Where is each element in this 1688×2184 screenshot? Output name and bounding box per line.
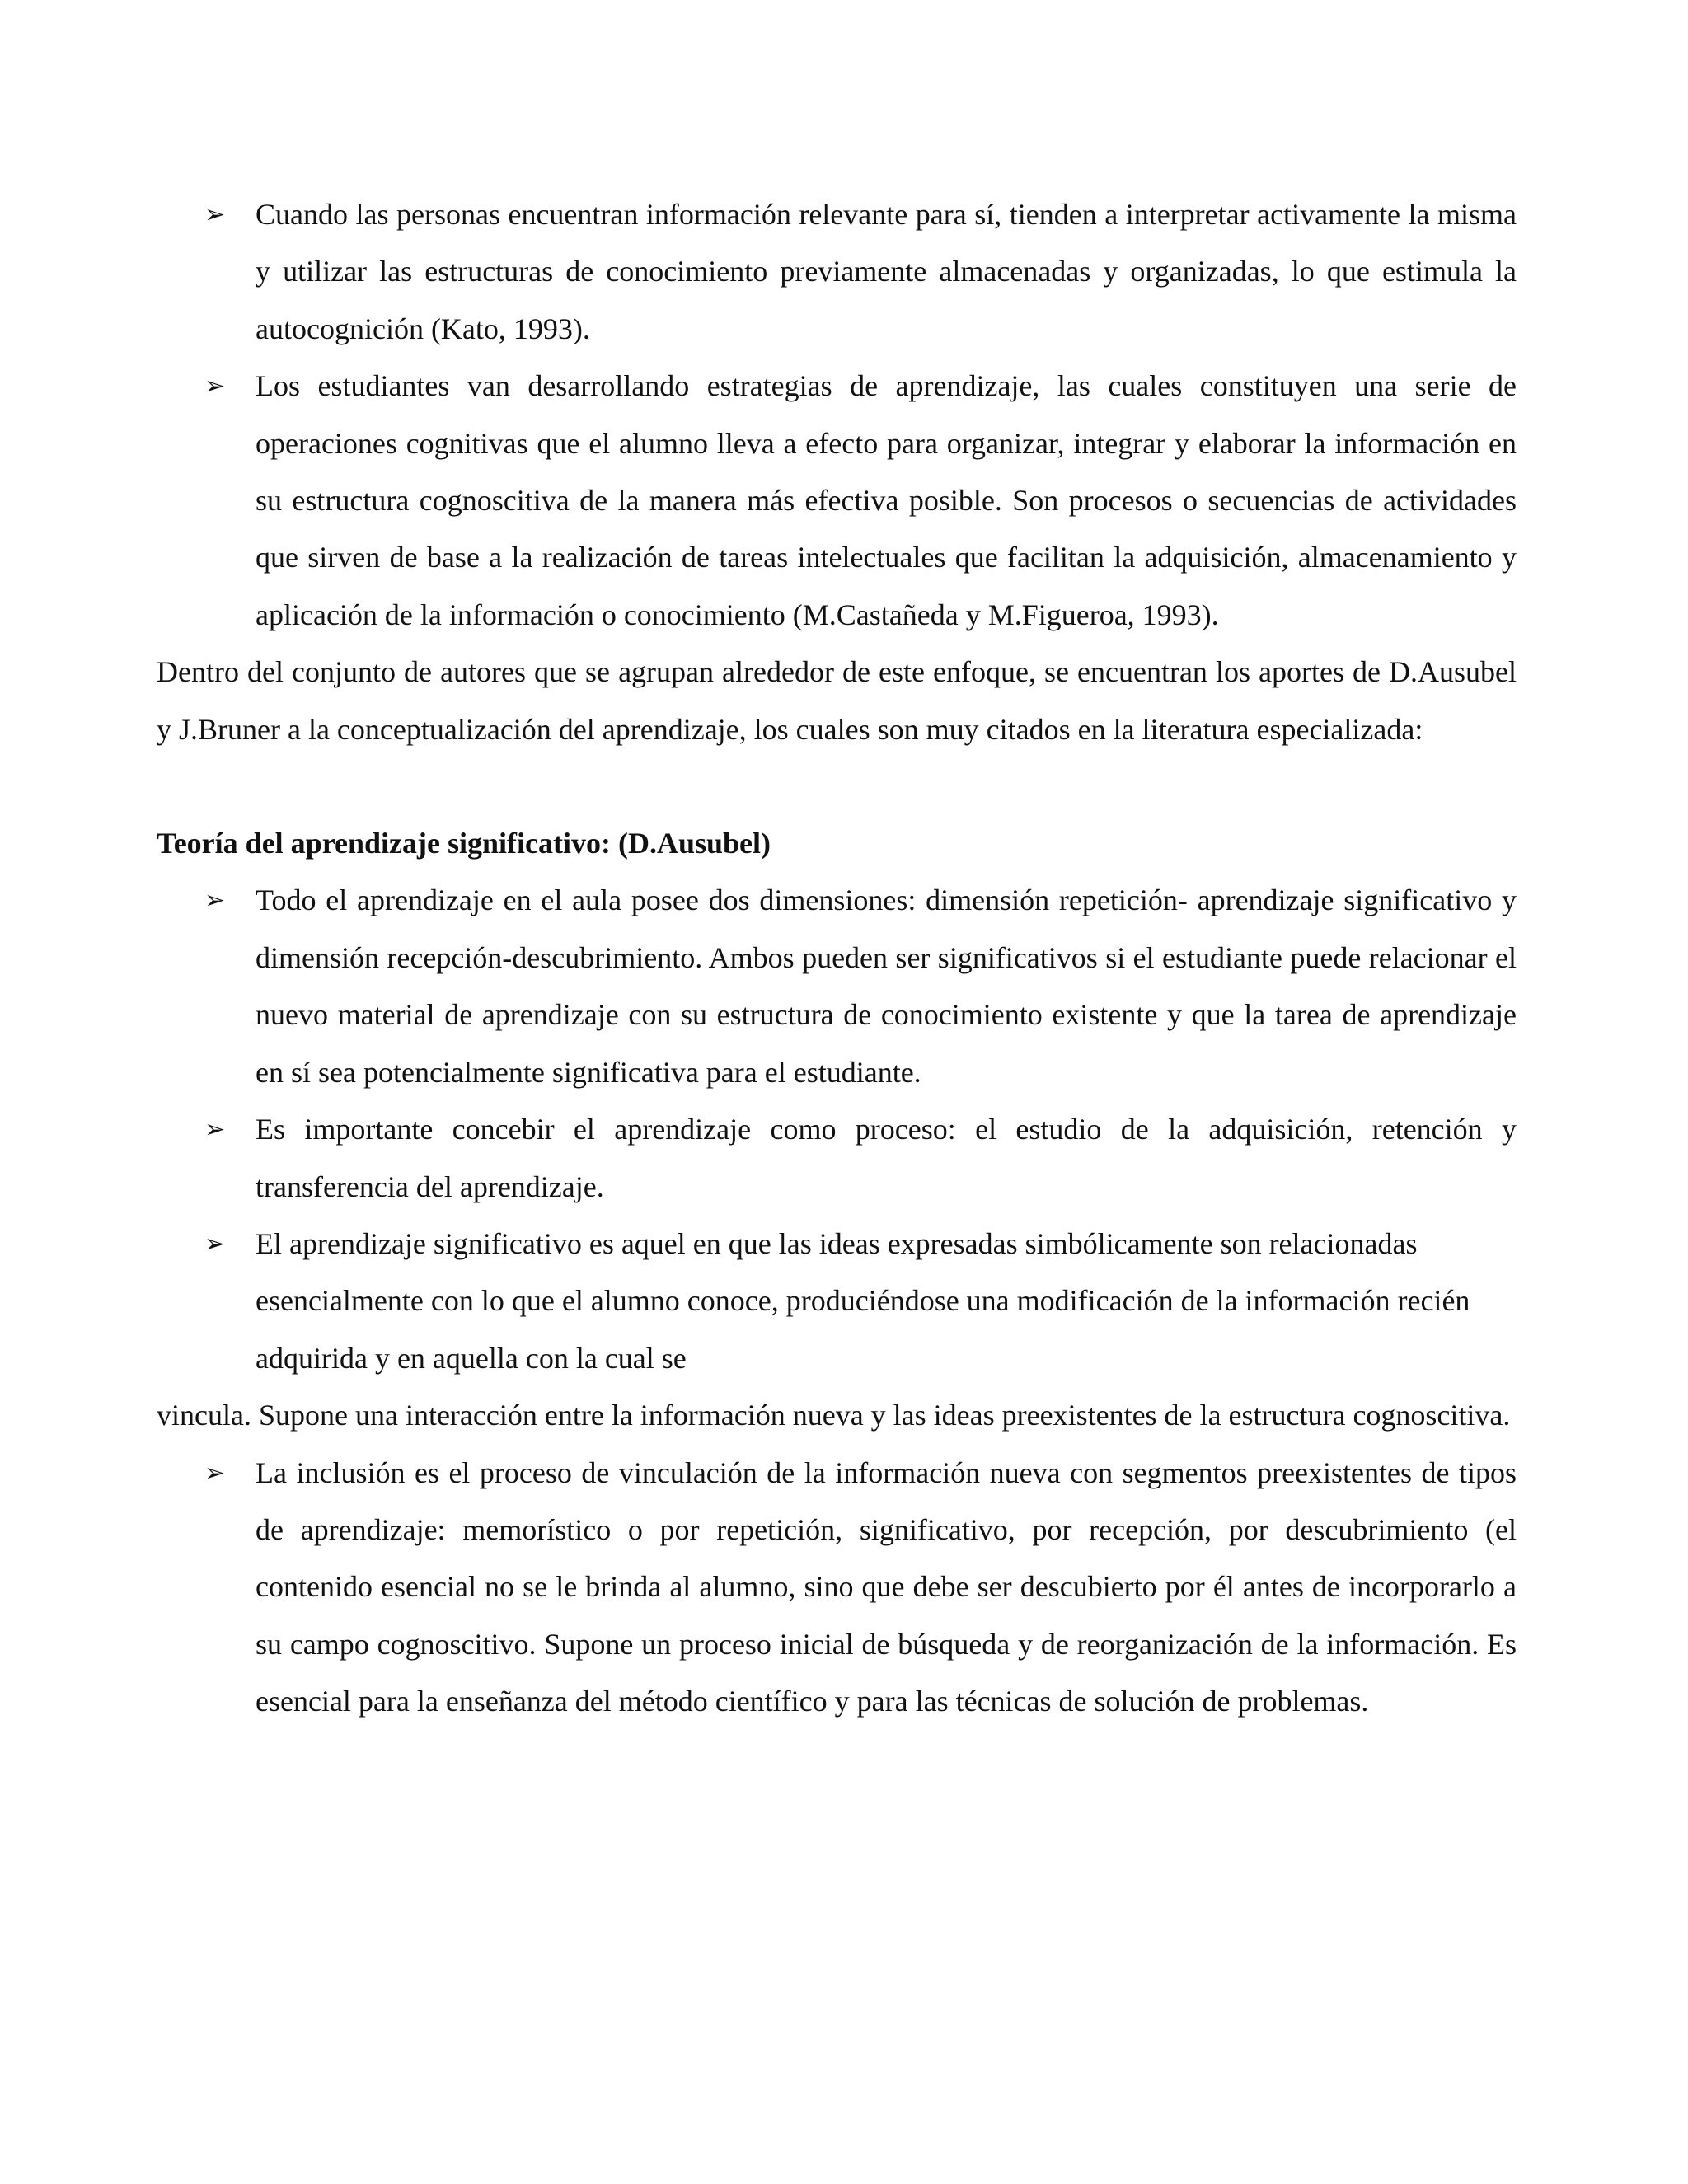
bullet-item <box>204 1445 1517 1731</box>
bullet-text: El aprendizaje significativo es aquel en que las ideas expresadas simbólicamente son relacionadas esencialmente con lo que el alumno conoce, produciéndose una modificación de la información recién adquirida y en aquella con la cual se <box>256 1226 1470 1375</box>
arrow-bullet-icon: ➢ <box>204 1115 226 1145</box>
arrow-bullet-icon: ➢ <box>204 1229 226 1258</box>
paragraph-continuation: vincula. Supone una interacción entre la información nueva y las ideas preexistentes de la estructura cognoscitiva. <box>157 1399 1511 1432</box>
arrow-bullet-icon: ➢ <box>204 1458 226 1488</box>
bullet-text: Cuando las personas encuentran información relevante para sí, tienden a interpretar activamente la misma y utilizar las estructuras de conocimiento previamente almacenadas y organizadas, lo que estimula la autocognición (Kato, 1993). <box>256 198 1517 345</box>
arrow-bullet-icon: ➢ <box>204 372 226 401</box>
arrow-bullet-icon: ➢ <box>204 200 226 229</box>
arrow-bullet-icon: ➢ <box>204 886 226 916</box>
document-body <box>157 186 1517 1731</box>
bullet-item <box>204 358 1517 644</box>
section-heading: Teoría del aprendizaje significativo: (D.Ausubel) <box>157 827 771 860</box>
bullet-text: Los estudiantes van desarrollando estrategias de aprendizaje, las cuales constituyen una serie de operaciones cognitivas que el alumno lleva a efecto para organizar, integrar y elaborar la información en su estructura cognoscitiva de la manera más efectiva posible. Son procesos o secuencias de actividades que sirven de base a la realización de tareas intelectuales que facilitan la adquisición, almacenamiento y aplicación de la información o conocimiento (M.Castañeda y M.Figueroa, 1993). <box>256 369 1517 631</box>
bullet-item <box>204 186 1517 358</box>
bullet-text: Todo el aprendizaje en el aula posee dos dimensiones: dimensión repetición- aprendizaje significativo y dimensión recepción-descubrimiento. Ambos pueden ser significativos si el estudiante puede relacionar el nuevo material de aprendizaje con su estructura de conocimiento existente y que la tarea de aprendizaje en sí sea potencialmente significativa para el estudiante. <box>256 883 1517 1089</box>
bullet-text: Es importante concebir el aprendizaje como proceso: el estudio de la adquisición, retención y transferencia del aprendizaje. <box>256 1113 1517 1203</box>
bullet-item <box>204 872 1517 1101</box>
paragraph: Dentro del conjunto de autores que se agrupan alrededor de este enfoque, se encuentran los aportes de D.Ausubel y J.Bruner a la conceptualización del aprendizaje, los cuales son muy citados en la literatura especializada: <box>157 655 1517 746</box>
bullet-item <box>204 1101 1517 1216</box>
bullet-item <box>204 1216 1517 1387</box>
bullet-text: La inclusión es el proceso de vinculación de la información nueva con segmentos preexistentes de tipos de aprendizaje: memorístico o por repetición, significativo, por recepción, por descubrimiento (el contenido esencial no se le brinda al alumno, sino que debe ser descubierto por él antes de incorporarlo a su campo cognoscitivo. Supone un proceso inicial de búsqueda y de reorganización de la información. Es esencial para la enseñanza del método científico y para las técnicas de solución de problemas. <box>256 1455 1517 1718</box>
